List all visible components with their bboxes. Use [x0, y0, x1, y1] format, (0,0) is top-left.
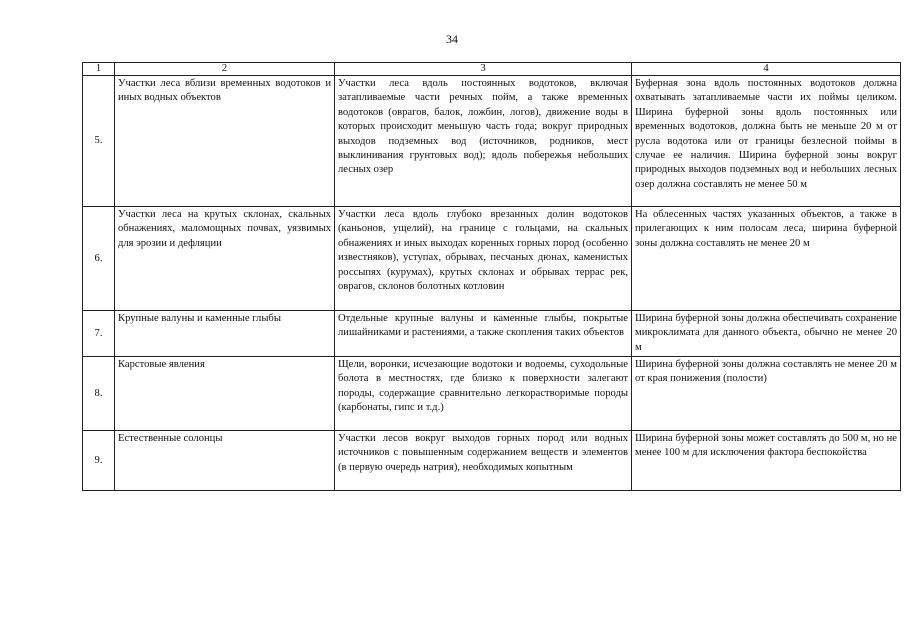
object-description: Отдельные крупные валуны и каменные глыбы, покрытые лишайниками и растениями, а также скопления таких объектов	[335, 311, 632, 357]
object-name: Карстовые явления	[115, 357, 335, 431]
column-header-3: 3	[335, 63, 632, 76]
object-description: Участки лесов вокруг выходов горных пород или водных источников с повышенным содержанием веществ и элементов (в первую очередь натрия), необходимых копытным	[335, 431, 632, 491]
object-name: Участки леса на крутых склонах, скальных обнажениях, маломощных почвах, уязвимых для эрозии и дефляции	[115, 207, 335, 311]
table-row	[83, 431, 901, 491]
object-description: Участки леса вдоль глубоко врезанных долин водотоков (каньонов, ущелий), на границе с гольцами, на скальных обнажениях и иных выходах коренных горных пород (особенно известняков), уступах, обрывах, песчаных дюнах, каменистых россыпях (курумах), крутых склонах и обрывах террас рек, оврагов, склонов болотных котловин	[335, 207, 632, 311]
table-row	[83, 311, 901, 357]
buffer-zone-requirement: Ширина буферной зоны должна составлять не менее 20 м от края понижения (полости)	[632, 357, 901, 431]
buffer-zone-requirement: На облесенных частях указанных объектов, а также в прилегающих к ним полосам леса, ширина буферной зоны должна составлять не менее 20 м	[632, 207, 901, 311]
row-number: 6.	[83, 207, 115, 311]
buffer-zone-requirement: Ширина буферной зоны может составлять до 500 м, но не менее 100 м для исключения фактора беспокойства	[632, 431, 901, 491]
table-row	[83, 76, 901, 207]
row-number: 5.	[83, 76, 115, 207]
row-number: 9.	[83, 431, 115, 491]
row-number: 8.	[83, 357, 115, 431]
column-header-4: 4	[632, 63, 901, 76]
row-number: 7.	[83, 311, 115, 357]
object-description: Щели, воронки, исчезающие водотоки и водоемы, суходольные болота в местностях, где близко к поверхности залегают породы, содержащие сравнительно легкорастворимые породы (карбонаты, гипс и т.д.)	[335, 357, 632, 431]
column-header-2: 2	[115, 63, 335, 76]
object-name: Участки леса вблизи временных водотоков и иных водных объектов	[115, 76, 335, 207]
table-header-row	[83, 63, 901, 76]
buffer-zone-requirement: Ширина буферной зоны должна обеспечивать сохранение микроклимата для данного объекта, обычно не менее 20 м	[632, 311, 901, 357]
object-name: Естественные солонцы	[115, 431, 335, 491]
column-header-1: 1	[83, 63, 115, 76]
object-name: Крупные валуны и каменные глыбы	[115, 311, 335, 357]
buffer-zones-table	[82, 62, 901, 491]
object-description: Участки леса вдоль постоянных водотоков, включая затапливаемые части речных пойм, а также временных водотоков (оврагов, балок, ложбин, логов), движение воды в которых происходит меньшую часть года; вокруг природных выходов подземных вод (источников, родников, мест выклинивания грунтовых вод); вдоль побережья небольших лесных озер	[335, 76, 632, 207]
table-row	[83, 207, 901, 311]
table-row	[83, 357, 901, 431]
page-number: 34	[446, 32, 458, 46]
buffer-zone-requirement: Буферная зона вдоль постоянных водотоков должна охватывать затапливаемые части их поймы целиком. Ширина буферной зоны вдоль постоянных или временных водотоков, должна быть не меньше 20 м от русла водотока или от границы безлесной поймы в случае ее наличия. Ширина буферной зоны вокруг природных выходов подземных вод и небольших лесных озер должна составлять не менее 50 м	[632, 76, 901, 207]
